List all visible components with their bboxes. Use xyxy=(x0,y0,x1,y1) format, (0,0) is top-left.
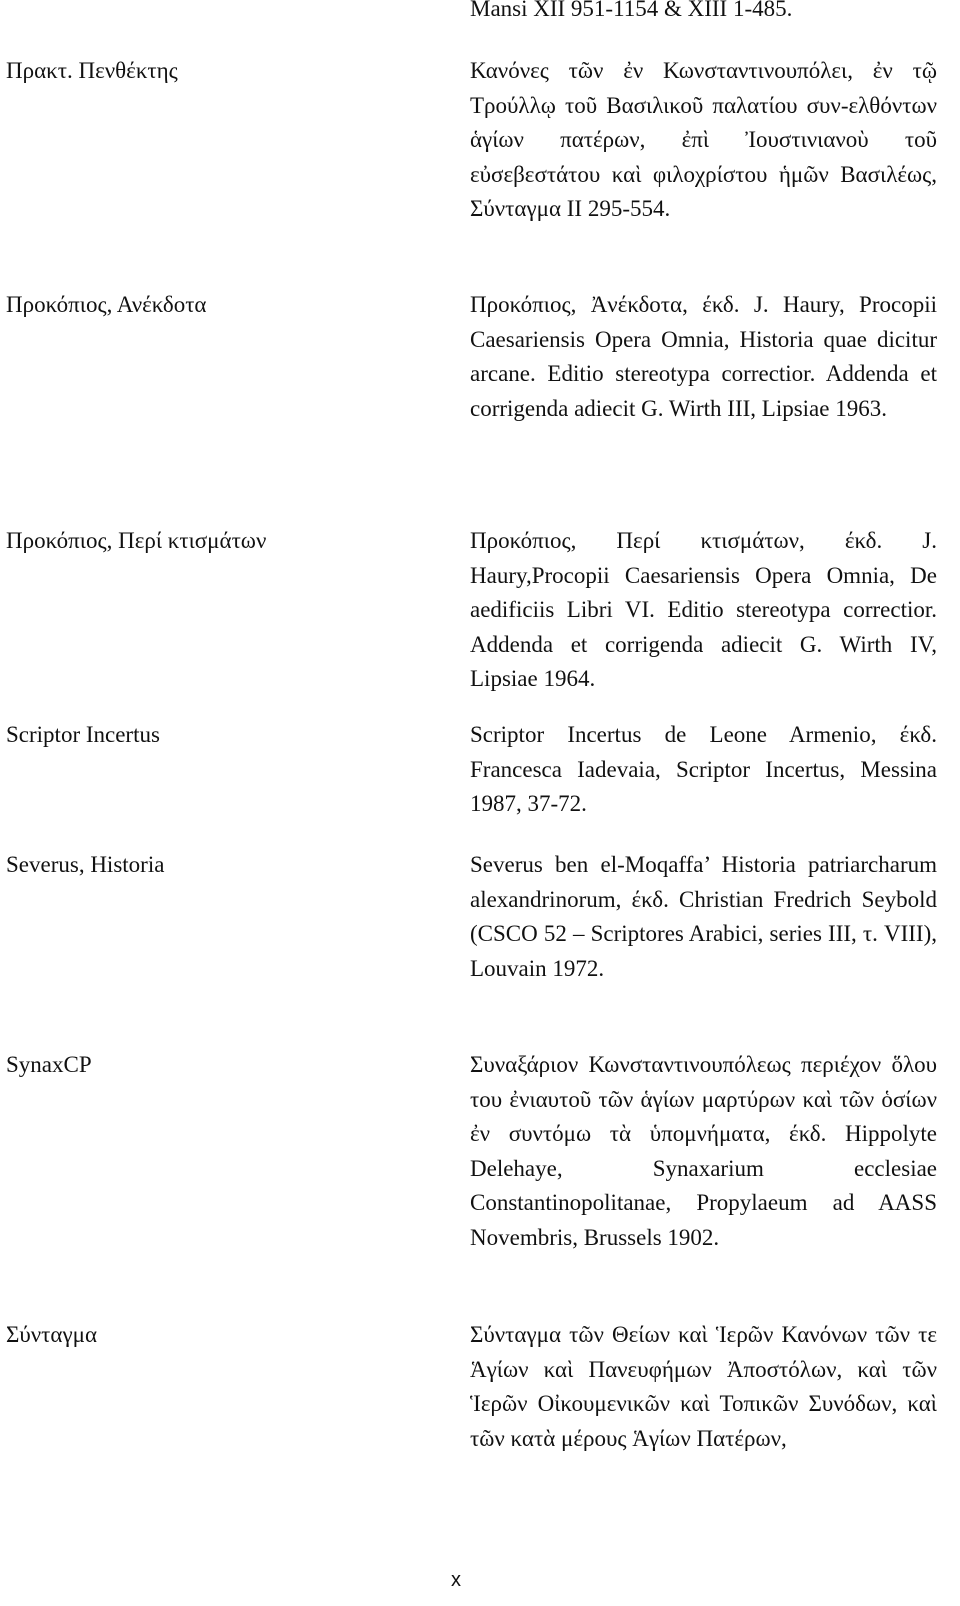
entry-abbreviation: Severus, Historia xyxy=(6,852,165,877)
entry-citation: Severus ben el-Moqaffa’ Historia patriarcharum alexandrinorum, έκδ. Christian Fredrich Seybold (CSCO 52 – Scriptores Arabici, series III, τ. VIII), Louvain 1972. xyxy=(470,852,937,981)
entry-abbreviation: Σύνταγμα xyxy=(6,1322,98,1347)
entry-citation: Scriptor Incertus de Leone Armenio, έκδ. Francesca Iadevaia, Scriptor Incertus, Messina 1987, 37-72. xyxy=(470,722,937,816)
entry-citation: Κανόνες τῶν ἐν Κωνσταντινουπόλει, ἐν τῷ Τρούλλῳ τοῦ Βασιλικοῦ παλατίου συν-ελθόντων ἁγίων πατέρων, ἐπὶ Ἰουστινιανοὺ τοῦ εὐσεβεστάτου καὶ φιλοχρίστου ἡμῶν Βασιλέως, Σύνταγμα ΙΙ 295-554. xyxy=(470,58,937,221)
entry-citation: Προκόπιος, Ἀνέκδοτα, έκδ. J. Haury, Procopii Caesariensis Opera Omnia, Historia quae dicitur arcane. Editio stereotypa correctior. Addenda et corrigenda adiecit G. Wirth III, Lipsiae 1963. xyxy=(470,292,937,421)
entry-citation: Συναξάριον Κωνσταντινουπόλεως περιέχον ὅλου του ἐνιαυτοῦ τῶν ἁγίων μαρτύρων καὶ τῶν ὁσίων ἐν συντόμω τὰ ὑπομνήματα, έκδ. Hippolyte Delehaye, Synaxarium ecclesiae Constantinopolitanae, Propylaeum ad AASS Novembris, Brussels 1902. xyxy=(470,1052,937,1250)
entry-citation: Προκόπιος, Περί κτισμάτων, έκδ. J. Haury,Procopii Caesariensis Opera Omnia, De aedificiis Libri VI. Editio stereotypa correctior. Addenda et corrigenda adiecit G. Wirth IV, Lipsiae 1964. xyxy=(470,528,937,691)
entry-abbreviation: Προκόπιος, Ανέκδοτα xyxy=(6,292,207,317)
entry-abbreviation: Προκόπιος, Περί κτισμάτων xyxy=(6,528,267,553)
entry-abbreviation: Scriptor Incertus xyxy=(6,722,160,747)
entry-citation: Σύνταγμα τῶν Θείων καὶ Ἱερῶν Κανόνων τῶν τε Ἁγίων καὶ Πανευφήμων Ἀποστόλων, καὶ τῶν Ἱερῶν Οἰκουμενικῶν καὶ Τοπικῶν Συνόδων, καὶ τῶν κατὰ μέρους Ἁγίων Πατέρων, xyxy=(470,1322,937,1451)
entry-abbreviation: SynaxCP xyxy=(6,1052,92,1077)
page-number: x xyxy=(451,1569,461,1591)
continued-reference-line: Mansi XII 951-1154 & XIII 1-485. xyxy=(470,0,793,21)
entry-abbreviation: Πρακτ. Πενθέκτης xyxy=(6,58,178,83)
